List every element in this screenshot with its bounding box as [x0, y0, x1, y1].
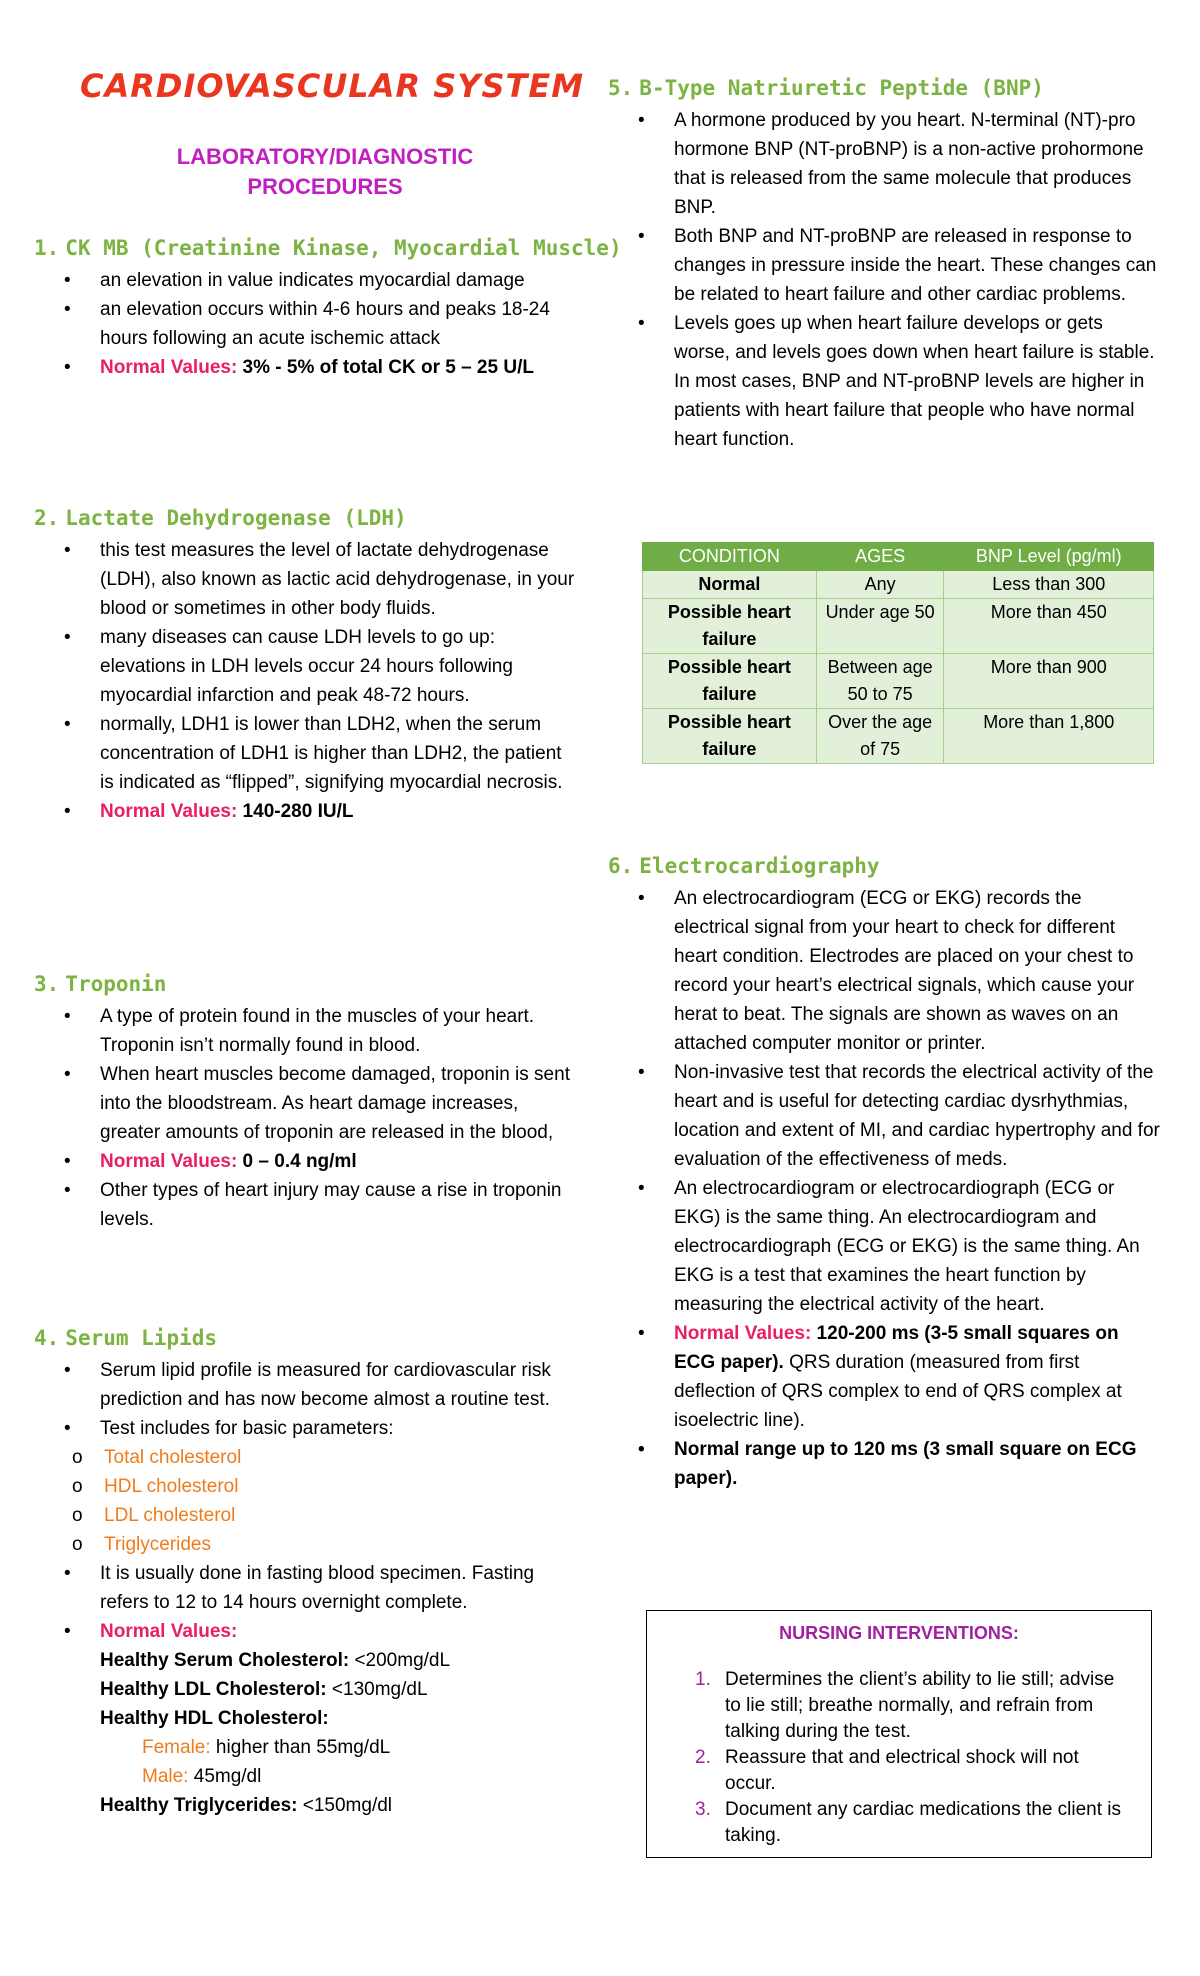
list-item: • An electrocardiogram (ECG or EKG) records the electrical signal from your heart to check for different heart condition. Electrodes are placed on your chest to record your heart’s electrical signals, which cause your herat to beat. The signals are shown as waves on an attached computer monitor or printer.: [608, 884, 1160, 1058]
table-row: [643, 571, 1154, 599]
list-item: • Both BNP and NT-proBNP are released in response to changes in pressure inside the heart. These changes can be related to heart failure and other cardiac problems.: [608, 222, 1160, 309]
triglycerides-value: <150mg/dl: [297, 1795, 393, 1816]
ldl-cholesterol-value: <130mg/dL: [326, 1679, 428, 1700]
serum-cholesterol-line: [100, 1646, 580, 1675]
list-item: • Serum lipid profile is measured for cardiovascular risk prediction and has now become almost a routine test.: [34, 1356, 580, 1414]
item-text: Reassure that and electrical shock will not occur.: [725, 1747, 1079, 1794]
triglycerides-line: [100, 1791, 580, 1820]
section-ldh: [34, 502, 580, 826]
list-item: [34, 1414, 580, 1559]
list-item: [665, 1667, 1133, 1745]
list-item: • When heart muscles become damaged, troponin is sent into the bloodstream. As heart damage increases, greater amounts of troponin are released in the blood,: [34, 1060, 580, 1147]
section-heading: [34, 1322, 580, 1354]
column-header-condition: CONDITION: [643, 543, 817, 571]
normal-values-value: 0 – 0.4 ng/ml: [237, 1151, 357, 1172]
item-number: 2.: [695, 1747, 711, 1768]
triglycerides-label: Healthy Triglycerides:: [100, 1795, 298, 1816]
table-cell: More than 450: [944, 599, 1154, 654]
normal-values-value: 120-200 ms (3-5 small squares on ECG paper).: [674, 1323, 1119, 1373]
list-item: • an elevation in value indicates myocardial damage: [34, 266, 580, 295]
list-item: • Other types of heart injury may cause a rise in troponin levels.: [34, 1176, 580, 1234]
list-item: [665, 1797, 1133, 1849]
normal-values-value: 140-280 IU/L: [237, 801, 354, 822]
section-title: CK MB (Creatinine Kinase, Myocardial Muscle): [65, 236, 622, 260]
male-label: Male:: [142, 1766, 189, 1787]
bullet-list: [34, 536, 580, 826]
list-item: [34, 353, 580, 382]
table-header-row: [643, 543, 1154, 571]
item-number: 3.: [695, 1799, 711, 1820]
bullet-list: [34, 266, 580, 382]
bullet-list: [34, 1002, 580, 1234]
section-number: 3.: [34, 972, 60, 996]
nursing-interventions-list: [665, 1667, 1133, 1849]
serum-cholesterol-label: Healthy Serum Cholesterol:: [100, 1650, 350, 1671]
list-item: [665, 1745, 1133, 1797]
section-number: 4.: [34, 1326, 60, 1350]
column-header-bnp-level: BNP Level (pg/ml): [944, 543, 1154, 571]
list-item: • normally, LDH1 is lower than LDH2, when the serum concentration of LDH1 is higher than LDH2, the patient is indicated as “flipped”, signifying myocardial necrosis.: [34, 710, 580, 797]
table-cell: More than 900: [944, 654, 1154, 709]
normal-values-value: 3% - 5% of total CK or 5 – 25 U/L: [237, 357, 534, 378]
section-title: Serum Lipids: [65, 1326, 218, 1350]
page-subtitle: [100, 142, 550, 202]
section-number: 2.: [34, 506, 60, 530]
nursing-interventions-box: [646, 1610, 1152, 1858]
nursing-interventions-title: NURSING INTERVENTIONS:: [779, 1623, 1019, 1643]
section-lipids: [34, 1322, 580, 1820]
section-number: 1.: [34, 236, 60, 260]
item-text: Document any cardiac medications the client is taking.: [725, 1799, 1122, 1846]
section-number: 5.: [608, 76, 634, 100]
normal-values-label: Normal Values:: [100, 1151, 238, 1172]
section-title: B-Type Natriuretic Peptide (BNP): [639, 76, 1044, 100]
bullet-list: [608, 106, 1160, 454]
page-title: CARDIOVASCULAR SYSTEM: [80, 67, 585, 105]
normal-values-detail: QRS duration (measured from first deflection of QRS complex to end of QRS complex at isoelectric line).: [674, 1352, 1122, 1431]
item-text: Determines the client’s ability to lie still; advise to lie still; breathe normally, and refrain from talking during the test.: [725, 1669, 1115, 1742]
section-heading: [34, 968, 580, 1000]
item-number: 1.: [695, 1669, 711, 1690]
hdl-cholesterol-label: Healthy HDL Cholesterol:: [100, 1708, 329, 1729]
normal-values-label: Normal Values:: [100, 801, 238, 822]
serum-cholesterol-value: <200mg/dL: [349, 1650, 451, 1671]
parameter-item: o Triglycerides: [34, 1530, 580, 1559]
female-label: Female:: [142, 1737, 211, 1758]
table-cell: Between age 50 to 75: [816, 654, 944, 709]
list-item: [34, 797, 580, 826]
list-item: [34, 1147, 580, 1176]
column-header-ages: AGES: [816, 543, 944, 571]
section-bnp: [608, 72, 1160, 454]
table-row: [643, 709, 1154, 764]
list-item: • A type of protein found in the muscles of your heart. Troponin isn’t normally found in blood.: [34, 1002, 580, 1060]
list-item: • Levels goes up when heart failure develops or gets worse, and levels goes down when heart failure is stable. In most cases, BNP and NT-proBNP levels are higher in patients with heart failure that people who have normal heart function.: [608, 309, 1160, 454]
table-cell: Normal: [643, 571, 817, 599]
subtitle-line-2: PROCEDURES: [247, 174, 403, 199]
ldl-cholesterol-line: [100, 1675, 580, 1704]
section-title: Electrocardiography: [639, 854, 880, 878]
table-cell: More than 1,800: [944, 709, 1154, 764]
section-heading: [34, 232, 622, 264]
section-heading: [608, 850, 1160, 882]
table-cell: Possible heart failure: [643, 654, 817, 709]
male-value: 45mg/dl: [188, 1766, 262, 1787]
section-troponin: [34, 968, 580, 1234]
normal-values-label: Normal Values:: [100, 357, 238, 378]
table-row: [643, 599, 1154, 654]
list-item: • A hormone produced by you heart. N-terminal (NT)-pro hormone BNP (NT-proBNP) is a non-active prohormone that is released from the same molecule that produces BNP.: [608, 106, 1160, 222]
table-cell: Possible heart failure: [643, 709, 817, 764]
bullet-list: [34, 1356, 580, 1820]
list-item: • Normal range up to 120 ms (3 small square on ECG paper).: [608, 1435, 1160, 1493]
ldl-cholesterol-label: Healthy LDL Cholesterol:: [100, 1679, 327, 1700]
list-item: • It is usually done in fasting blood specimen. Fasting refers to 12 to 14 hours overnight complete.: [34, 1559, 580, 1617]
table-cell: Less than 300: [944, 571, 1154, 599]
normal-values-label: Normal Values:: [674, 1323, 812, 1344]
parameter-item: o LDL cholesterol: [34, 1501, 580, 1530]
subtitle-line-1: LABORATORY/DIAGNOSTIC: [176, 144, 474, 169]
female-value: higher than 55mg/dL: [210, 1737, 391, 1758]
normal-values-label: Normal Values:: [100, 1621, 238, 1642]
section-heading: [608, 72, 1160, 104]
table-cell: Over the age of 75: [816, 709, 944, 764]
section-ckmb: [34, 232, 622, 382]
table-row: [643, 654, 1154, 709]
section-number: 6.: [608, 854, 634, 878]
bullet-list: [608, 884, 1160, 1493]
list-item: • many diseases can cause LDH levels to go up: elevations in LDH levels occur 24 hours following myocardial infarction and peak 48-72 hours.: [34, 623, 580, 710]
table-cell: Any: [816, 571, 944, 599]
parameter-item: o HDL cholesterol: [34, 1472, 580, 1501]
section-heading: [34, 502, 580, 534]
parameter-item: o Total cholesterol: [34, 1443, 580, 1472]
list-item: • this test measures the level of lactate dehydrogenase (LDH), also known as lactic acid dehydrogenase, in your blood or sometimes in other body fluids.: [34, 536, 580, 623]
list-item: • An electrocardiogram or electrocardiograph (ECG or EKG) is the same thing. An electrocardiogram and electrocardiograph (ECG or EKG) is the same thing. An EKG is a test that examines the heart function by measuring the electrical activity of the heart.: [608, 1174, 1160, 1319]
bnp-table: [642, 542, 1154, 764]
list-item: [34, 1617, 580, 1820]
list-item: • Non-invasive test that records the electrical activity of the heart and is useful for detecting cardiac dysrhythmias, location and extent of MI, and cardiac hypertrophy and for evaluation of the effectiveness of meds.: [608, 1058, 1160, 1174]
list-item: [608, 1319, 1160, 1435]
parameter-list: [34, 1443, 580, 1559]
list-item-text: Test includes for basic parameters:: [100, 1418, 394, 1439]
male-line: [100, 1762, 580, 1791]
table-cell: Under age 50: [816, 599, 944, 654]
hdl-cholesterol-line: [100, 1704, 580, 1733]
section-title: Lactate Dehydrogenase (LDH): [65, 506, 407, 530]
list-item: • an elevation occurs within 4-6 hours and peaks 18-24 hours following an acute ischemic attack: [34, 295, 580, 353]
section-title: Troponin: [65, 972, 167, 996]
female-line: [100, 1733, 580, 1762]
section-ecg: [608, 850, 1160, 1493]
table-cell: Possible heart failure: [643, 599, 817, 654]
